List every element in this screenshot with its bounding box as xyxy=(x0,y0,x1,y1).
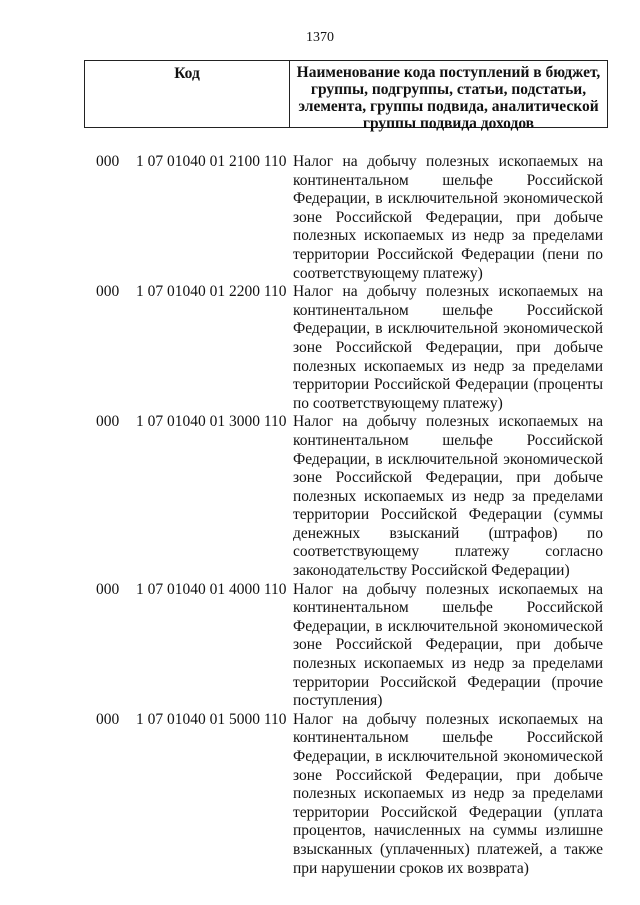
revenue-code: 1 07 01040 01 2100 110 xyxy=(136,153,287,170)
table-row xyxy=(0,283,640,413)
table-row xyxy=(0,413,640,580)
header-name-column: Наименование кода поступлений в бюджет, группы, подгруппы, статьи, подстатьи, элемента, группы подвида, аналитической группы подвида доходов xyxy=(296,64,601,132)
revenue-code: 1 07 01040 01 5000 110 xyxy=(136,710,287,728)
admin-code: 000 xyxy=(96,580,120,598)
revenue-description: Налог на добычу полезных ископаемых на континентальном шельфе Российской Федерации, в исключительной экономической зоне Российской Федерации, при добыче полезных ископаемых из недр за пределами территории Российской Федерации (проценты по соответствующему платежу) xyxy=(293,283,603,412)
table-row xyxy=(0,711,640,878)
admin-code: 000 xyxy=(96,413,120,431)
revenue-code: 1 07 01040 01 3000 110 xyxy=(136,413,287,431)
table-row xyxy=(0,581,640,711)
revenue-description: Налог на добычу полезных ископаемых на континентальном шельфе Российской Федерации, в исключительной экономической зоне Российской Федерации, при добыче полезных ископаемых из недр за пределами территории Российской Федерации (пени по соответствующему платежу) xyxy=(293,153,603,282)
admin-code: 000 xyxy=(96,153,120,170)
revenue-description: Налог на добычу полезных ископаемых на континентальном шельфе Российской Федерации, в исключительной экономической зоне Российской Федерации, при добыче полезных ископаемых из недр за пределами территории Российской Федерации (суммы денежных взысканий (штрафов) по соответствующему платежу согласно законодательству Российской Федерации) xyxy=(293,413,603,580)
revenue-description: Налог на добычу полезных ископаемых на континентальном шельфе Российской Федерации, в исключительной экономической зоне Российской Федерации, при добыче полезных ископаемых из недр за пределами территории Российской Федерации (уплата процентов, начисленных на суммы излишне взысканных (уплаченных) платежей, а также при нарушении сроков их возврата) xyxy=(293,710,603,877)
header-code-column: Код xyxy=(85,61,290,127)
admin-code: 000 xyxy=(96,710,120,728)
table-header xyxy=(84,60,608,132)
revenue-code-list xyxy=(0,153,640,878)
revenue-code: 1 07 01040 01 4000 110 xyxy=(136,580,287,598)
revenue-description: Налог на добычу полезных ископаемых на континентальном шельфе Российской Федерации, в исключительной экономической зоне Российской Федерации, при добыче полезных ископаемых из недр за пределами территории Российской Федерации (прочие поступления) xyxy=(293,580,603,710)
table-row xyxy=(0,153,640,283)
revenue-code: 1 07 01040 01 2200 110 xyxy=(136,283,287,301)
admin-code: 000 xyxy=(96,283,120,301)
page-number: 1370 xyxy=(306,30,334,45)
